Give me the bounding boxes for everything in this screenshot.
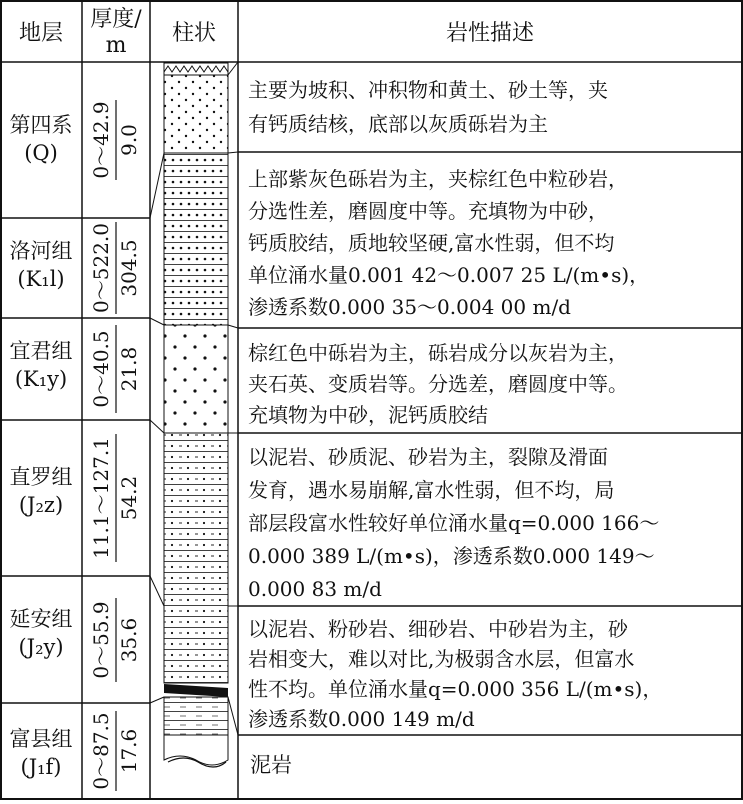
thickness-average: 21.8 <box>117 346 141 392</box>
description-q-line1: 主要为坡积、冲积物和黄土、砂土等，夹 <box>248 78 608 102</box>
thickness-k1y <box>89 325 141 413</box>
lith-layer-luohe <box>164 153 228 325</box>
lithology-column <box>164 63 228 767</box>
thickness-range: 0～40.5 <box>89 330 113 408</box>
formation-names <box>10 113 73 779</box>
description-j2z-line3: 部层段富水性较好单位涌水量q=0.000 166～ <box>248 511 660 535</box>
lith-layer-quaternary <box>164 75 228 153</box>
header-description: 岩性描述 <box>445 21 535 46</box>
description-k1l-line4: 单位涌水量0.001 42～0.007 25 L/(m•s)， <box>248 263 650 287</box>
thickness-j2z <box>89 434 141 562</box>
formation-code-k1y: (K₁y) <box>14 367 68 391</box>
formation-code-q: (Q) <box>24 141 58 165</box>
formation-name-k1y: 宜君组 <box>9 339 73 363</box>
description-k1y-line1: 棕红色中砾岩为主，砾岩成分以灰岩为主， <box>248 341 628 365</box>
thickness-range: 0～522.0 <box>89 223 113 313</box>
description-j2y-line1: 以泥岩、粉砂岩、细砂岩、中砂岩为主，砂 <box>248 617 628 641</box>
description-k1l-line1: 上部紫灰色砾岩为主，夹棕红色中粒砂岩， <box>248 167 628 191</box>
thickness-average: 54.2 <box>117 475 141 521</box>
formation-name-k1l: 洛河组 <box>9 239 73 263</box>
formation-code-j1f: (J₁f) <box>20 755 62 779</box>
description-k1l-line2: 分选性差，磨圆度中等。充填物为中砂， <box>248 199 608 223</box>
description-k1l-line3: 钙质胶结，质地较坚硬,富水性弱，但不均 <box>248 231 615 255</box>
formation-name-j2y: 延安组 <box>9 607 73 631</box>
description-j2z-line2: 发育，遇水易崩解,富水性弱，但不均，局 <box>248 478 615 502</box>
thickness-k1l <box>89 222 141 314</box>
description-k1l-line5: 渗透系数0.000 35～0.004 00 m/d <box>248 295 571 319</box>
thickness-average: 35.6 <box>117 617 141 663</box>
thickness-values <box>89 100 141 791</box>
thickness-q <box>89 100 141 180</box>
description-k1y-line2: 夹石英、变质岩等。分选差，磨圆度中等。 <box>248 372 628 396</box>
lith-layer-yanan-lower <box>164 697 228 735</box>
formation-code-j2z: (J₂z) <box>18 493 64 517</box>
description-j2z-line1: 以泥岩、砂质泥、砂岩为主，裂隙及滑面 <box>248 445 608 469</box>
thickness-average: 9.0 <box>117 124 141 156</box>
lith-layer-yijun <box>164 325 228 433</box>
thickness-range: 0～55.9 <box>89 601 113 679</box>
header-strata: 地层 <box>18 21 64 46</box>
formation-code-j2y: (J₂y) <box>18 635 64 659</box>
description-j2y-line2: 岩相变大，难以对比,为极弱含水层，但富水 <box>248 647 635 671</box>
table-header <box>19 7 534 58</box>
description-j2z-line5: 0.000 83 m/d <box>248 577 382 601</box>
formation-name-j1f: 富县组 <box>9 727 73 751</box>
thickness-j2y <box>89 598 141 682</box>
thickness-average: 17.6 <box>117 728 141 774</box>
header-column: 柱状 <box>171 21 217 46</box>
lith-layer-zhiluo <box>164 433 228 683</box>
thickness-range: 0～87.5 <box>89 712 113 790</box>
thickness-j1f <box>89 711 141 791</box>
formation-name-q: 第四系 <box>9 113 73 137</box>
description-j2y-line4: 渗透系数0.000 149 m/d <box>248 707 475 731</box>
header-thickness-line2: m <box>105 33 127 58</box>
description-k1y-line3: 充填物为中砂，泥钙质胶结 <box>248 403 488 427</box>
thickness-average: 304.5 <box>117 239 141 297</box>
thickness-range: 11.1～127.1 <box>89 437 113 559</box>
formation-name-j2z: 直罗组 <box>9 465 73 489</box>
header-thickness-line1: 厚度/ <box>90 7 142 32</box>
description-j2y-line3: 性不均。单位涌水量q=0.000 356 L/(m•s)， <box>248 677 663 701</box>
thickness-range: 0～42.9 <box>89 101 113 179</box>
description-q-line2: 有钙质结核，底部以灰质砾岩为主 <box>248 112 548 136</box>
lithology-descriptions <box>248 78 662 777</box>
description-j1f-line1: 泥岩 <box>250 753 292 777</box>
lith-coal-seam <box>164 684 228 697</box>
description-j2z-line4: 0.000 389 L/(m•s)，渗透系数0.000 149～ <box>248 544 655 568</box>
formation-code-k1l: (K₁l) <box>17 267 65 291</box>
